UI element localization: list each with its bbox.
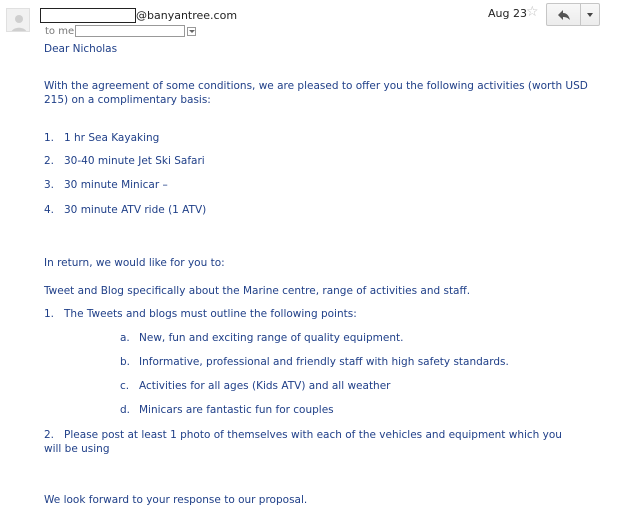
- sender-domain: @banyantree.com: [136, 8, 238, 22]
- email-date: Aug 23: [488, 7, 527, 20]
- list-number: 3.: [44, 179, 55, 191]
- point-item: [44, 428, 574, 456]
- tweet-line: Tweet and Blog specifically about the Marine centre, range of activities and staff.: [44, 285, 471, 297]
- list-letter: c.: [120, 380, 130, 392]
- intro-paragraph: With the agreement of some conditions, we are pleased to offer you the following activities (worth USD 215) on a complimentary basis:: [44, 80, 588, 106]
- reply-arrow-icon: [557, 9, 571, 21]
- show-details-icon[interactable]: [187, 27, 196, 36]
- activity-text: 30 minute ATV ride (1 ATV): [64, 204, 207, 216]
- point-text: The Tweets and blogs must outline the following points:: [64, 308, 357, 320]
- list-number: 1.: [44, 132, 55, 144]
- chevron-down-icon: [587, 13, 593, 17]
- subpoint-text: Informative, professional and friendly staff with high safety standards.: [139, 356, 509, 368]
- redacted-recipient: [75, 25, 185, 37]
- subpoint-text: New, fun and exciting range of quality equipment.: [139, 332, 404, 344]
- redacted-sender-name: [40, 8, 136, 23]
- list-letter: d.: [120, 404, 131, 416]
- list-letter: a.: [120, 332, 130, 344]
- subpoint-text: Activities for all ages (Kids ATV) and all weather: [139, 380, 391, 392]
- closing-line: We look forward to your response to our proposal.: [44, 494, 308, 506]
- list-letter: b.: [120, 356, 131, 368]
- to-label: to me: [45, 25, 75, 37]
- point-text: Please post at least 1 photo of themselves with each of the vehicles and equipment which you will be using: [44, 429, 562, 455]
- sender-avatar: [6, 8, 30, 32]
- list-number: 1.: [44, 308, 55, 320]
- recipient-line: [45, 24, 196, 38]
- return-intro: In return, we would like for you to:: [44, 257, 225, 269]
- activity-text: 1 hr Sea Kayaking: [64, 132, 160, 144]
- subpoint-text: Minicars are fantastic fun for couples: [139, 404, 334, 416]
- list-number: 2.: [44, 155, 55, 167]
- activity-text: 30-40 minute Jet Ski Safari: [64, 155, 205, 167]
- default-avatar-icon: [7, 9, 30, 32]
- list-number: 2.: [44, 429, 55, 441]
- reply-button[interactable]: [547, 4, 581, 25]
- list-number: 4.: [44, 204, 55, 216]
- star-icon[interactable]: ☆: [526, 4, 539, 20]
- more-options-button[interactable]: [581, 4, 599, 25]
- greeting: Dear Nicholas: [44, 43, 118, 55]
- sender-line: [40, 7, 237, 23]
- reply-button-group: [546, 3, 600, 26]
- activity-text: 30 minute Minicar –: [64, 179, 168, 191]
